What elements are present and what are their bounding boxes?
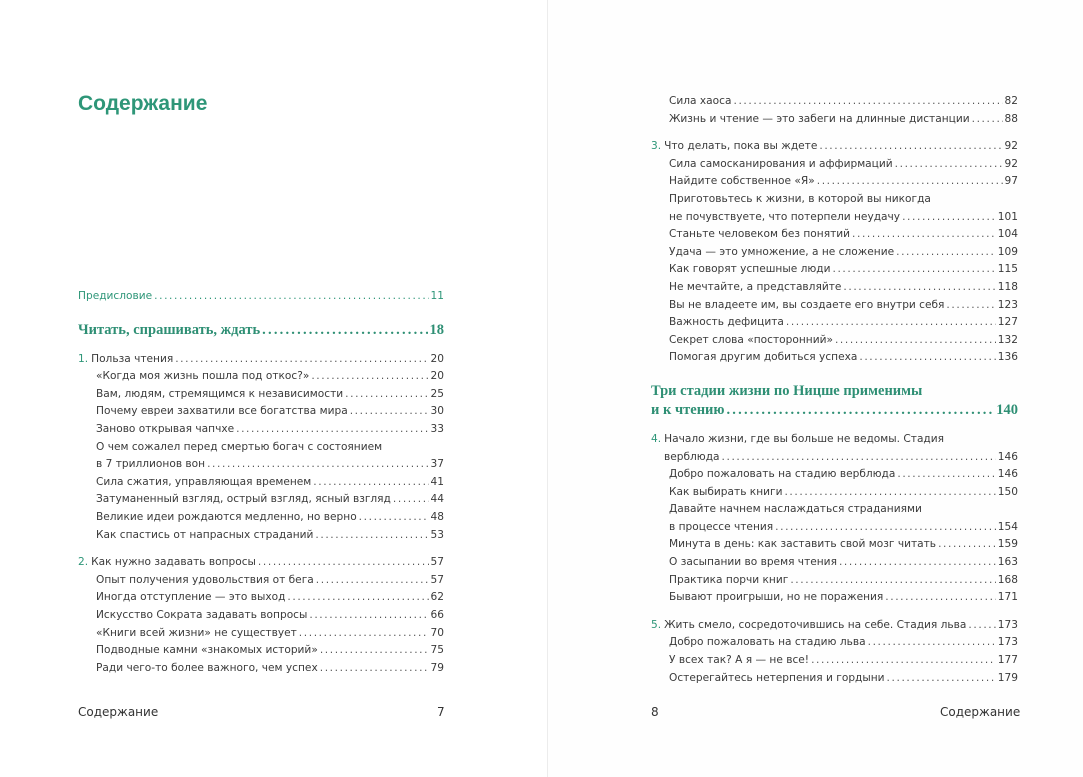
dot-leader (885, 670, 996, 688)
toc-page-number: 66 (430, 608, 444, 621)
dot-leader (720, 449, 996, 467)
dot-leader (724, 401, 994, 420)
toc-entry-sub[interactable] (78, 572, 444, 590)
toc-entry-title: Что делать, пока вы ждете (664, 140, 818, 153)
dot-leader (313, 527, 428, 545)
dot-leader (788, 572, 995, 590)
toc-entry-preface[interactable] (78, 288, 444, 306)
toc-line (651, 279, 1018, 297)
dot-leader (318, 642, 429, 660)
toc-entry-title: Вы не владеете им, вы создаете его внутри себя (669, 298, 945, 311)
chapter-number: 3. (651, 140, 662, 153)
toc-entry-title: Минута в день: как заставить свой мозг читать (669, 538, 937, 551)
toc-line (651, 617, 1018, 635)
toc-line (651, 138, 1018, 156)
toc-list (651, 93, 1018, 687)
toc-page-number: 104 (997, 228, 1018, 241)
toc-line (78, 642, 444, 660)
dot-leader (357, 509, 429, 527)
toc-list (78, 288, 444, 677)
toc-entry-sub[interactable] (78, 527, 444, 545)
toc-page-number: 11 (430, 290, 444, 302)
toc-entry-title: Приготовьтесь к жизни, в которой вы никогда (669, 192, 931, 205)
toc-page-number: 127 (997, 316, 1018, 329)
toc-entry-chapter[interactable] (78, 351, 444, 369)
toc-page-number: 25 (430, 387, 444, 400)
toc-page-number: 82 (1004, 95, 1018, 107)
dot-leader (831, 261, 996, 279)
toc-line (651, 332, 1018, 350)
toc-entry-sub[interactable] (651, 332, 1018, 350)
dot-leader (307, 607, 428, 625)
toc-entry-title: Как выбирать книги (669, 485, 783, 498)
toc-line (651, 314, 1018, 332)
dot-leader (260, 321, 427, 340)
dot-leader (152, 288, 428, 306)
toc-entry-title: Как говорят успешные люди (669, 263, 831, 276)
dot-leader (883, 589, 996, 607)
toc-entry-chapter[interactable] (651, 431, 1018, 466)
dot-leader (285, 589, 428, 607)
toc-entry-sub[interactable] (651, 261, 1018, 279)
toc-entry-sub[interactable] (651, 111, 1018, 129)
toc-page-number: 30 (430, 405, 444, 418)
toc-entry-title: Великие идеи рождаются медленно, но верно (96, 510, 357, 523)
toc-page-number: 20 (430, 370, 444, 383)
toc-entry-title: Жить смело, сосредоточившись на себе. Стадия льва (664, 618, 967, 631)
dot-leader (857, 349, 995, 367)
dot-leader (895, 466, 995, 484)
toc-entry-title: О засыпании во время чтения (669, 556, 837, 569)
toc-entry-title: Сила хаоса (669, 95, 732, 107)
toc-entry-chapter[interactable] (651, 138, 1018, 156)
toc-entry-sub[interactable] (651, 554, 1018, 572)
toc-entry-title: Практика порчи книг (669, 573, 789, 586)
toc-entry-sub[interactable] (651, 226, 1018, 244)
toc-entry-sub[interactable] (651, 634, 1018, 652)
toc-page-number: 146 (997, 468, 1018, 481)
toc-entry-sub[interactable] (78, 607, 444, 625)
dot-leader (936, 536, 996, 554)
dot-leader (944, 297, 995, 315)
toc-entry-chapter[interactable] (651, 617, 1018, 635)
toc-line (651, 431, 1018, 449)
toc-entry-title: в процессе чтения (669, 520, 774, 533)
toc-line (651, 191, 1018, 209)
toc-entry-part[interactable] (651, 382, 1018, 420)
toc-entry-part[interactable] (78, 321, 444, 340)
toc-entry-sub[interactable] (78, 509, 444, 527)
toc-page-number: 150 (997, 485, 1018, 498)
toc-line (651, 449, 1018, 467)
toc-entry-sub[interactable] (651, 244, 1018, 262)
toc-line (651, 93, 1018, 111)
toc-entry-sub[interactable] (651, 156, 1018, 174)
toc-entry-sub[interactable] (651, 349, 1018, 367)
toc-line (651, 519, 1018, 537)
toc-entry-title: Почему евреи захватили все богатства мира (96, 405, 348, 418)
toc-entry-sub[interactable] (651, 589, 1018, 607)
toc-entry-sub[interactable] (78, 421, 444, 439)
toc-line (78, 625, 444, 643)
toc-line (651, 261, 1018, 279)
toc-line (78, 321, 444, 340)
toc-entry-title: Иногда отступление — это выход (96, 591, 286, 604)
toc-line (651, 297, 1018, 315)
toc-line (651, 652, 1018, 670)
toc-entry-sub[interactable] (78, 491, 444, 509)
toc-line (651, 554, 1018, 572)
toc-page-number: 70 (430, 626, 444, 639)
running-footer: Содержание (940, 705, 1021, 719)
toc-entry-title: Помогая другим добиться успеха (669, 351, 858, 364)
toc-page-number: 132 (997, 333, 1018, 346)
page-number: 8 (651, 705, 659, 719)
toc-entry-title: Затуманенный взгляд, острый взгляд, ясный взгляд (96, 493, 391, 506)
toc-line (78, 456, 444, 474)
toc-entry-title: Секрет слова «посторонний» (669, 333, 833, 346)
dot-leader (309, 368, 428, 386)
dot-leader (809, 652, 996, 670)
toc-line (78, 660, 444, 678)
toc-page-number: 79 (430, 661, 444, 674)
toc-page-number: 53 (430, 528, 444, 541)
toc-line (651, 484, 1018, 502)
toc-entry-sub[interactable] (651, 501, 1018, 536)
toc-page-number: 159 (997, 538, 1018, 551)
toc-page-number: 37 (430, 458, 444, 471)
dot-leader (256, 554, 429, 572)
toc-page-number: 88 (1004, 112, 1018, 125)
toc-line (651, 349, 1018, 367)
toc-entry-sub[interactable] (78, 474, 444, 492)
toc-entry-title: Как спастись от напрасных страданий (96, 528, 314, 541)
dot-leader (837, 554, 996, 572)
toc-entry-title: Добро пожаловать на стадию льва (669, 636, 866, 649)
toc-entry-sub[interactable] (651, 572, 1018, 590)
toc-entry-sub[interactable] (651, 484, 1018, 502)
chapter-number: 4. (651, 432, 662, 445)
dot-leader (391, 491, 429, 509)
toc-page-number: 177 (997, 654, 1018, 667)
toc-line (651, 501, 1018, 519)
toc-line (651, 634, 1018, 652)
toc-page-number: 62 (430, 591, 444, 604)
toc-page-number: 101 (997, 210, 1018, 223)
dot-leader (297, 625, 429, 643)
toc-page-number: 146 (997, 450, 1018, 463)
toc-entry-sub[interactable] (78, 642, 444, 660)
toc-page-number: 154 (997, 520, 1018, 533)
toc-line (651, 572, 1018, 590)
toc-line (651, 173, 1018, 191)
dot-leader (348, 403, 429, 421)
toc-entry-title: Важность дефицита (669, 316, 784, 329)
dot-leader (343, 386, 428, 404)
toc-page-number: 171 (997, 591, 1018, 604)
dot-leader (850, 226, 996, 244)
toc-page-number: 140 (996, 401, 1018, 418)
dot-leader (782, 484, 995, 502)
dot-leader (815, 173, 1003, 191)
toc-entry-title: Польза чтения (91, 352, 174, 365)
toc-line (651, 111, 1018, 129)
dot-leader (866, 634, 996, 652)
toc-entry-title: Удача — это умножение, а не сложение (669, 245, 895, 258)
toc-line (78, 439, 444, 457)
toc-page-number: 57 (430, 573, 444, 586)
toc-entry-sub[interactable] (651, 652, 1018, 670)
toc-line (78, 491, 444, 509)
toc-entry-sub[interactable] (78, 660, 444, 678)
toc-entry-title: в 7 триллионов вон (96, 458, 206, 471)
toc-entry-sub[interactable] (651, 279, 1018, 297)
dot-leader (817, 138, 1002, 156)
toc-line (78, 554, 444, 572)
toc-line (651, 466, 1018, 484)
toc-entry-title: Давайте начнем наслаждаться страданиями (669, 503, 922, 516)
toc-line (651, 209, 1018, 227)
dot-leader (841, 279, 995, 297)
toc-entry-sub[interactable] (78, 368, 444, 386)
dot-leader (234, 421, 428, 439)
toc-page-number: 136 (997, 351, 1018, 364)
toc-entry-sub[interactable] (651, 191, 1018, 226)
toc-entry-title: Остерегайтесь нетерпения и гордыни (669, 671, 885, 684)
dot-leader (833, 332, 996, 350)
toc-entry-sub[interactable] (78, 403, 444, 421)
dot-leader (314, 572, 429, 590)
toc-page-number: 75 (430, 644, 444, 657)
toc-line (651, 536, 1018, 554)
toc-line (78, 288, 444, 306)
toc-entry-sub[interactable] (651, 466, 1018, 484)
toc-page-number: 92 (1004, 140, 1018, 153)
toc-entry-title: Читать, спрашивать, ждать (78, 321, 261, 338)
toc-line (78, 386, 444, 404)
toc-page-number: 168 (997, 573, 1018, 586)
page-title: Содержание (78, 92, 208, 115)
dot-leader (966, 617, 995, 635)
toc-entry-chapter[interactable] (78, 554, 444, 572)
toc-page-number: 48 (430, 510, 444, 523)
toc-page-number: 97 (1004, 175, 1018, 188)
dot-leader (894, 244, 996, 262)
toc-entry-title: Ради чего-то более важного, чем успех (96, 661, 318, 674)
toc-entry-title: Искусство Сократа задавать вопросы (96, 608, 308, 621)
dot-leader (970, 111, 1003, 129)
toc-line (651, 244, 1018, 262)
toc-page-number: 57 (430, 556, 444, 569)
dot-leader (773, 519, 996, 537)
chapter-number: 2. (78, 556, 89, 569)
toc-line (78, 474, 444, 492)
toc-entry-title: «Когда моя жизнь пошла под откос?» (96, 370, 310, 383)
toc-entry-title: «Книги всей жизни» не существует (96, 626, 297, 639)
toc-entry-sub[interactable] (651, 173, 1018, 191)
toc-line (651, 382, 1018, 401)
toc-entry-title: Не мечтайте, а представляйте (669, 280, 842, 293)
dot-leader (205, 456, 428, 474)
toc-entry-title: Начало жизни, где вы больше не ведомы. Стадия (664, 432, 945, 445)
toc-entry-sub[interactable] (651, 670, 1018, 688)
dot-leader (173, 351, 428, 369)
toc-page-number: 173 (997, 618, 1018, 631)
toc-entry-title: У всех так? А я — не все! (669, 654, 810, 667)
toc-entry-title: Как нужно задавать вопросы (91, 556, 256, 569)
toc-line (651, 401, 1018, 420)
toc-page-number: 33 (430, 422, 444, 435)
toc-entry-sub[interactable] (651, 536, 1018, 554)
toc-entry-title: Вам, людям, стремящимся к независимости (96, 387, 344, 400)
toc-entry-sub[interactable] (651, 314, 1018, 332)
toc-entry-title: Сила сжатия, управляющая временем (96, 475, 312, 488)
toc-entry-title: Три стадии жизни по Ницше применимы (651, 382, 923, 399)
dot-leader (900, 209, 996, 227)
toc-entry-title: Опыт получения удовольствия от бега (96, 573, 314, 586)
toc-page-number: 123 (997, 298, 1018, 311)
toc-line (78, 607, 444, 625)
toc-entry-title: не почувствуете, что потерпели неудачу (669, 210, 901, 223)
toc-page-number: 109 (997, 245, 1018, 258)
chapter-number: 5. (651, 618, 662, 631)
toc-entry-title: верблюда (664, 450, 720, 463)
toc-line (78, 527, 444, 545)
toc-entry-title: Заново открывая чапчхе (96, 422, 235, 435)
toc-entry-title: Добро пожаловать на стадию верблюда (669, 468, 896, 481)
toc-page-number: 44 (430, 493, 444, 506)
toc-entry-title: Бывают проигрыши, но не поражения (669, 591, 884, 604)
toc-entry-title: Жизнь и чтение — это забеги на длинные дистанции (669, 112, 970, 125)
toc-page-number: 118 (997, 280, 1018, 293)
toc-line (78, 509, 444, 527)
toc-page-number: 18 (429, 321, 444, 338)
toc-page-number: 41 (430, 475, 444, 488)
toc-page-number: 163 (997, 556, 1018, 569)
dot-leader (893, 156, 1003, 174)
dot-leader (731, 93, 1002, 111)
toc-entry-title: Найдите собственное «Я» (669, 175, 815, 188)
chapter-number: 1. (78, 352, 89, 365)
toc-line (78, 403, 444, 421)
toc-line (651, 670, 1018, 688)
running-footer: Содержание (78, 705, 159, 719)
toc-line (651, 156, 1018, 174)
dot-leader (318, 660, 429, 678)
right-page (548, 0, 1083, 777)
toc-line (78, 368, 444, 386)
toc-page-number: 173 (997, 636, 1018, 649)
toc-line (78, 421, 444, 439)
toc-page-number: 179 (997, 671, 1018, 684)
toc-entry-sub[interactable] (78, 386, 444, 404)
toc-entry-sub[interactable] (78, 625, 444, 643)
dot-leader (311, 474, 428, 492)
toc-entry-title: Предисловие (78, 290, 153, 302)
toc-entry-title: О чем сожалел перед смертью богач с состоянием (96, 440, 383, 453)
toc-entry-title: Станьте человеком без понятий (669, 228, 851, 241)
toc-page-number: 92 (1004, 157, 1018, 170)
dot-leader (784, 314, 996, 332)
toc-entry-sub[interactable] (651, 93, 1018, 111)
toc-page-number: 20 (430, 352, 444, 365)
toc-entry-sub[interactable] (78, 439, 444, 474)
toc-line (78, 572, 444, 590)
toc-entry-title: Сила самосканирования и аффирмаций (669, 157, 893, 170)
toc-entry-sub[interactable] (78, 589, 444, 607)
toc-line (651, 589, 1018, 607)
toc-line (651, 226, 1018, 244)
toc-entry-sub[interactable] (651, 297, 1018, 315)
toc-line (78, 351, 444, 369)
toc-entry-title: Подводные камни «знакомых историй» (96, 644, 318, 657)
toc-line (78, 589, 444, 607)
toc-entry-title: и к чтению (651, 401, 725, 418)
page-number: 7 (437, 705, 445, 719)
toc-page-number: 115 (997, 263, 1018, 276)
